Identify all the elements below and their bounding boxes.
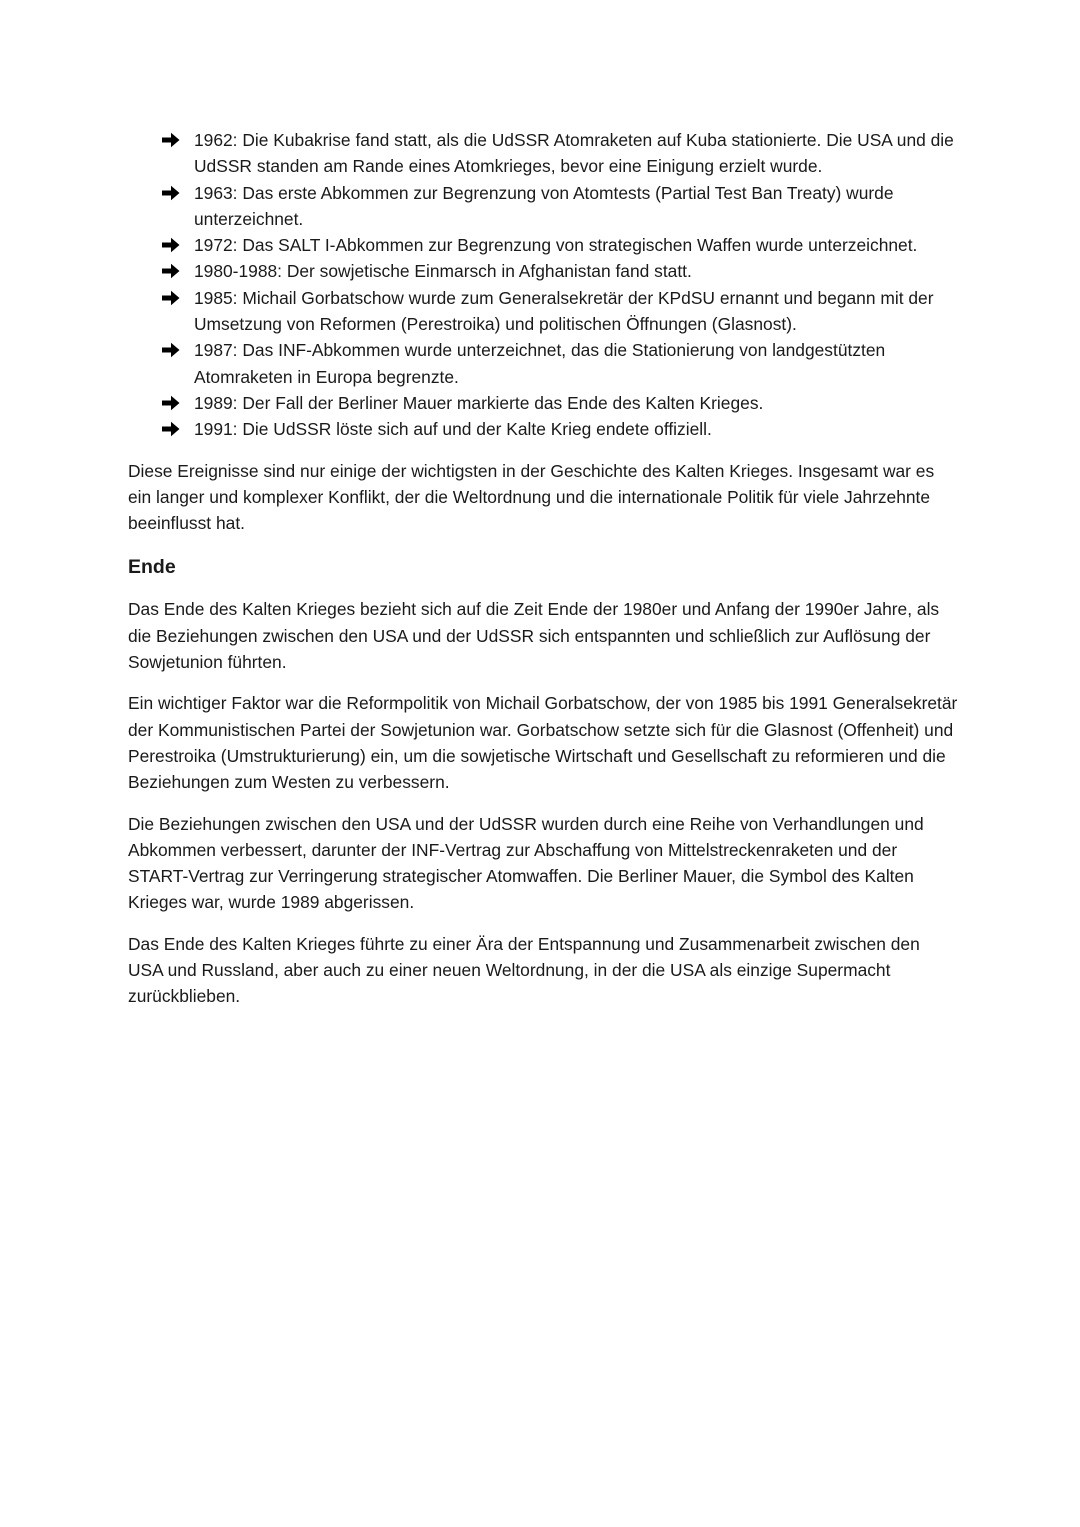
- section-paragraph: Ein wichtiger Faktor war die Reformpolitik von Michail Gorbatschow, der von 1985 bis 1991 Generalsekretär der Kommunistischen Partei der Sowjetunion war. Gorbatschow setzte sich für die Glasnost (Offenheit) und Perestroika (Umstrukturierung) ein, um die sowjetische Wirtschaft und Gesellschaft zu reformieren und die Beziehungen zum Westen zu verbessern.: [128, 693, 958, 793]
- timeline-text: 1962: Die Kubakrise fand statt, als die UdSSR Atomraketen auf Kuba stationierte. Die USA und die UdSSR standen am Rande eines Atomkrieges, bevor eine Einigung erzielt wurde.: [194, 130, 954, 177]
- timeline-text: 1963: Das erste Abkommen zur Begrenzung von Atomtests (Partial Test Ban Treaty) wurde unterzeichnet.: [194, 182, 894, 229]
- section-paragraph: Das Ende des Kalten Krieges bezieht sich auf die Zeit Ende der 1980er und Anfang der 1990er Jahre, als die Beziehungen zwischen den USA und der UdSSR sich entspannten und schließlich zur Auflösung der Sowjetunion führten.: [128, 599, 940, 673]
- document-page: [128, 127, 958, 1010]
- arrow-right-icon: [162, 395, 180, 411]
- timeline-item: [128, 416, 958, 442]
- timeline-text: 1987: Das INF-Abkommen wurde unterzeichnet, das die Stationierung von landgestützten Atomraketen in Europa begrenzte.: [194, 340, 886, 387]
- arrow-right-icon: [162, 342, 180, 358]
- section-paragraph: Die Beziehungen zwischen den USA und der UdSSR wurden durch eine Reihe von Verhandlungen und Abkommen verbessert, darunter der INF-Vertrag zur Abschaffung von Mittelstreckenraketen und der START-Vertrag zur Verringerung strategischer Atomwaffen. Die Berliner Mauer, die Symbol des Kalten Krieges war, wurde 1989 abgerissen.: [128, 813, 924, 913]
- timeline-item: [128, 337, 958, 390]
- timeline-item: [128, 180, 958, 233]
- summary-paragraph: Diese Ereignisse sind nur einige der wichtigsten in der Geschichte des Kalten Krieges. Insgesamt war es ein langer und komplexer Konflikt, der die Weltordnung und die internationale Politik für viele Jahrzehnte beeinflusst hat.: [128, 460, 935, 534]
- timeline-list: [128, 127, 958, 443]
- arrow-right-icon: [162, 263, 180, 279]
- arrow-right-icon: [162, 185, 180, 201]
- timeline-item: [128, 127, 958, 180]
- timeline-text: 1989: Der Fall der Berliner Mauer markierte das Ende des Kalten Krieges.: [194, 392, 764, 413]
- timeline-text: 1985: Michail Gorbatschow wurde zum Generalsekretär der KPdSU ernannt und begann mit der Umsetzung von Reformen (Perestroika) und politischen Öffnungen (Glasnost).: [194, 287, 934, 335]
- arrow-right-icon: [162, 132, 180, 148]
- timeline-item: [128, 285, 958, 338]
- timeline-text: 1980-1988: Der sowjetische Einmarsch in Afghanistan fand statt.: [194, 261, 692, 282]
- arrow-right-icon: [162, 237, 180, 253]
- timeline-item: [128, 258, 958, 284]
- timeline-item: [128, 390, 958, 416]
- timeline-text: 1972: Das SALT I-Abkommen zur Begrenzung von strategischen Waffen wurde unterzeichnet.: [194, 235, 918, 256]
- arrow-right-icon: [162, 290, 180, 306]
- timeline-item: [128, 232, 958, 258]
- timeline-text: 1991: Die UdSSR löste sich auf und der Kalte Krieg endete offiziell.: [194, 419, 712, 440]
- arrow-right-icon: [162, 421, 180, 437]
- section-heading: Ende: [128, 556, 176, 579]
- section-paragraph: Das Ende des Kalten Krieges führte zu einer Ära der Entspannung und Zusammenarbeit zwischen den USA und Russland, aber auch zu einer neuen Weltordnung, in der die USA als einzige Supermacht zurückblieben.: [128, 933, 920, 1007]
